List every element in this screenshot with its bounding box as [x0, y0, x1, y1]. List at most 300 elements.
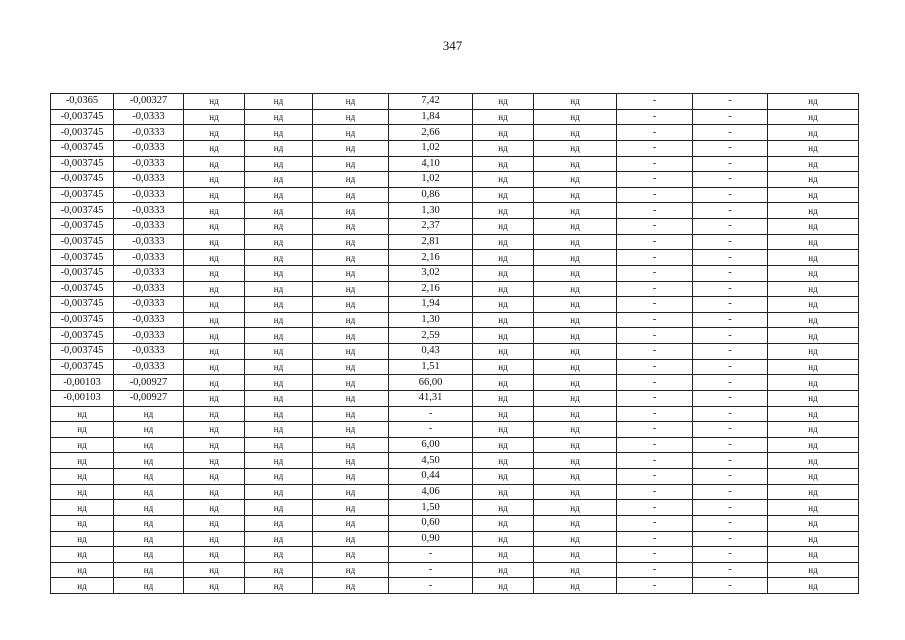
table-cell: -	[693, 547, 768, 563]
table-cell: -0,003745	[51, 297, 114, 313]
table-cell: нд	[768, 578, 859, 594]
table-cell: нд	[473, 265, 534, 281]
table-cell: -0,0333	[114, 265, 184, 281]
table-cell: -0,00103	[51, 390, 114, 406]
table-cell: нд	[768, 453, 859, 469]
table-row	[51, 375, 859, 391]
table-cell: -	[617, 344, 693, 360]
table-cell: нд	[184, 500, 245, 516]
table-cell: нд	[245, 547, 313, 563]
table-cell: -	[693, 203, 768, 219]
table-cell: нд	[245, 515, 313, 531]
table-cell: нд	[768, 500, 859, 516]
table-cell: нд	[473, 219, 534, 235]
table-cell: нд	[534, 250, 617, 266]
table-cell: 0,90	[389, 531, 473, 547]
table-cell: -0,0333	[114, 172, 184, 188]
table-cell: нд	[245, 328, 313, 344]
table-cell: нд	[313, 344, 389, 360]
table-cell: нд	[313, 125, 389, 141]
table-row	[51, 328, 859, 344]
table-cell: нд	[534, 578, 617, 594]
table-cell: -0,003745	[51, 140, 114, 156]
table-cell: -	[617, 500, 693, 516]
table-cell: нд	[313, 578, 389, 594]
table-cell: -0,0333	[114, 203, 184, 219]
table-cell: нд	[114, 469, 184, 485]
table-cell: -0,003745	[51, 328, 114, 344]
table-cell: нд	[114, 515, 184, 531]
table-cell: нд	[313, 422, 389, 438]
table-cell: нд	[768, 281, 859, 297]
table-cell: нд	[473, 109, 534, 125]
table-cell: нд	[184, 578, 245, 594]
table-cell: нд	[534, 94, 617, 110]
table-cell: -	[617, 484, 693, 500]
table-cell: -	[617, 156, 693, 172]
table-cell: нд	[245, 375, 313, 391]
table-cell: нд	[534, 140, 617, 156]
table-cell: -0,0333	[114, 297, 184, 313]
table-cell: нд	[184, 187, 245, 203]
table-cell: нд	[534, 406, 617, 422]
table-cell: -0,0333	[114, 140, 184, 156]
table-cell: нд	[768, 250, 859, 266]
table-cell: 1,02	[389, 140, 473, 156]
table-cell: нд	[245, 265, 313, 281]
table-cell: нд	[313, 187, 389, 203]
table-cell: -0,00927	[114, 375, 184, 391]
table-cell: нд	[768, 469, 859, 485]
table-cell: нд	[184, 375, 245, 391]
table-cell: -	[617, 515, 693, 531]
table-cell: -	[693, 109, 768, 125]
table-cell: нд	[184, 156, 245, 172]
table-cell: -	[617, 109, 693, 125]
table-cell: -	[617, 422, 693, 438]
table-cell: -	[693, 484, 768, 500]
table-cell: нд	[184, 281, 245, 297]
table-cell: нд	[184, 265, 245, 281]
table-cell: нд	[184, 297, 245, 313]
table-cell: -0,003745	[51, 172, 114, 188]
table-cell: нд	[768, 172, 859, 188]
table-cell: нд	[184, 94, 245, 110]
table-cell: нд	[473, 453, 534, 469]
table-cell: нд	[184, 469, 245, 485]
table-cell: 1,84	[389, 109, 473, 125]
table-cell: нд	[245, 156, 313, 172]
table-cell: нд	[184, 140, 245, 156]
table-cell: -0,0333	[114, 359, 184, 375]
table-cell: 6,00	[389, 437, 473, 453]
table-cell: нд	[313, 109, 389, 125]
table-cell: нд	[313, 562, 389, 578]
table-cell: -	[693, 140, 768, 156]
table-cell: нд	[245, 453, 313, 469]
table-cell: -	[617, 375, 693, 391]
table-cell: нд	[473, 94, 534, 110]
table-cell: нд	[768, 344, 859, 360]
table-cell: нд	[245, 172, 313, 188]
table-cell: нд	[245, 250, 313, 266]
table-cell: нд	[184, 390, 245, 406]
table-cell: нд	[184, 219, 245, 235]
table-cell: нд	[473, 203, 534, 219]
table-cell: -	[693, 250, 768, 266]
table-cell: нд	[534, 375, 617, 391]
table-cell: 4,50	[389, 453, 473, 469]
table-row	[51, 109, 859, 125]
table-cell: нд	[768, 125, 859, 141]
table-cell: нд	[534, 203, 617, 219]
table-cell: -	[693, 312, 768, 328]
table-cell: -	[693, 219, 768, 235]
table-cell: нд	[184, 234, 245, 250]
table-cell: нд	[313, 500, 389, 516]
table-cell: нд	[313, 156, 389, 172]
table-cell: нд	[768, 265, 859, 281]
table-cell: нд	[51, 578, 114, 594]
table-cell: нд	[534, 453, 617, 469]
table-cell: 0,86	[389, 187, 473, 203]
table-cell: нд	[768, 390, 859, 406]
table-cell: нд	[184, 344, 245, 360]
table-cell: -0,0333	[114, 328, 184, 344]
table-cell: нд	[114, 531, 184, 547]
table-cell: нд	[473, 312, 534, 328]
table-cell: нд	[51, 453, 114, 469]
table-cell: нд	[245, 312, 313, 328]
table-cell: 2,81	[389, 234, 473, 250]
table-cell: -0,0333	[114, 156, 184, 172]
table-cell: нд	[245, 187, 313, 203]
table-cell: -0,0333	[114, 281, 184, 297]
table-row	[51, 125, 859, 141]
table-cell: -	[693, 281, 768, 297]
table-cell: -	[693, 562, 768, 578]
table-cell: 2,16	[389, 281, 473, 297]
table-cell: -0,00103	[51, 375, 114, 391]
table-cell: -	[693, 453, 768, 469]
table-cell: нд	[534, 562, 617, 578]
table-row	[51, 437, 859, 453]
table-cell: 0,44	[389, 469, 473, 485]
table-cell: нд	[114, 437, 184, 453]
table-cell: нд	[473, 281, 534, 297]
table-cell: нд	[768, 94, 859, 110]
table-cell: нд	[313, 94, 389, 110]
table-cell: нд	[245, 406, 313, 422]
table-cell: нд	[184, 406, 245, 422]
table-row	[51, 484, 859, 500]
table-cell: -0,003745	[51, 187, 114, 203]
table-cell: нд	[768, 234, 859, 250]
table-cell: -	[617, 437, 693, 453]
table-cell: нд	[534, 172, 617, 188]
table-cell: -	[693, 437, 768, 453]
table-row	[51, 265, 859, 281]
table-cell: нд	[768, 109, 859, 125]
table-cell: -0,003745	[51, 344, 114, 360]
table-cell: -	[617, 578, 693, 594]
table-cell: нд	[245, 531, 313, 547]
table-cell: нд	[534, 265, 617, 281]
table-cell: нд	[313, 140, 389, 156]
table-cell: нд	[114, 578, 184, 594]
table-row	[51, 406, 859, 422]
table-cell: -	[617, 297, 693, 313]
table-cell: нд	[473, 500, 534, 516]
table-row	[51, 500, 859, 516]
table-cell: -	[389, 562, 473, 578]
table-cell: -	[693, 156, 768, 172]
table-cell: нд	[313, 265, 389, 281]
table-cell: 1,30	[389, 312, 473, 328]
table-cell: 1,94	[389, 297, 473, 313]
table-cell: -	[617, 250, 693, 266]
table-cell: нд	[313, 515, 389, 531]
table-cell: нд	[313, 484, 389, 500]
table-cell: нд	[768, 422, 859, 438]
table-cell: 2,59	[389, 328, 473, 344]
table-cell: нд	[313, 359, 389, 375]
table-cell: нд	[534, 390, 617, 406]
table-cell: нд	[473, 515, 534, 531]
table-cell: нд	[313, 390, 389, 406]
table-cell: нд	[184, 359, 245, 375]
table-row	[51, 203, 859, 219]
table-cell: нд	[768, 515, 859, 531]
table-cell: 1,51	[389, 359, 473, 375]
table-cell: нд	[184, 531, 245, 547]
table-row	[51, 359, 859, 375]
table-cell: -0,003745	[51, 250, 114, 266]
table-cell: нд	[51, 531, 114, 547]
table-cell: нд	[768, 437, 859, 453]
table-cell: нд	[184, 125, 245, 141]
table-row	[51, 234, 859, 250]
table-cell: нд	[184, 109, 245, 125]
table-cell: 3,02	[389, 265, 473, 281]
table-cell: нд	[184, 515, 245, 531]
table-cell: -	[617, 312, 693, 328]
table-cell: нд	[768, 140, 859, 156]
table-cell: -	[693, 515, 768, 531]
table-cell: нд	[51, 437, 114, 453]
table-row	[51, 547, 859, 563]
table-row	[51, 250, 859, 266]
table-cell: -0,0333	[114, 125, 184, 141]
table-cell: -	[617, 469, 693, 485]
table-cell: -0,0333	[114, 312, 184, 328]
table-cell: -0,0365	[51, 94, 114, 110]
table-cell: -0,003745	[51, 219, 114, 235]
table-cell: -0,0333	[114, 109, 184, 125]
table-cell: -0,003745	[51, 312, 114, 328]
table-cell: -	[693, 328, 768, 344]
table-cell: нд	[473, 406, 534, 422]
table-cell: нд	[184, 562, 245, 578]
table-cell: нд	[473, 578, 534, 594]
table-cell: нд	[245, 437, 313, 453]
table-body	[51, 94, 859, 594]
table-cell: 0,43	[389, 344, 473, 360]
table-cell: нд	[313, 172, 389, 188]
table-cell: нд	[473, 172, 534, 188]
table-cell: -	[389, 547, 473, 563]
table-cell: -	[693, 375, 768, 391]
table-cell: -	[693, 359, 768, 375]
table-cell: -	[693, 422, 768, 438]
table-cell: нд	[534, 344, 617, 360]
page-number: 347	[442, 38, 463, 53]
table-cell: нд	[473, 390, 534, 406]
table-cell: нд	[473, 250, 534, 266]
table-row	[51, 172, 859, 188]
table-cell: -	[693, 469, 768, 485]
table-cell: нд	[51, 515, 114, 531]
table-cell: нд	[534, 328, 617, 344]
table-cell: -	[617, 281, 693, 297]
table-cell: -	[617, 562, 693, 578]
table-cell: нд	[245, 500, 313, 516]
table-cell: нд	[313, 297, 389, 313]
table-cell: 0,60	[389, 515, 473, 531]
table-cell: нд	[473, 187, 534, 203]
table-cell: нд	[245, 203, 313, 219]
table-cell: нд	[114, 453, 184, 469]
table-cell: нд	[534, 500, 617, 516]
table-cell: -	[693, 172, 768, 188]
table-cell: нд	[768, 562, 859, 578]
table-cell: нд	[534, 156, 617, 172]
table-row	[51, 531, 859, 547]
table-cell: нд	[184, 172, 245, 188]
table-cell: нд	[534, 531, 617, 547]
table-cell: нд	[51, 422, 114, 438]
table-cell: -	[693, 94, 768, 110]
table-cell: нд	[473, 125, 534, 141]
table-row	[51, 187, 859, 203]
table-cell: нд	[114, 562, 184, 578]
table-cell: нд	[114, 500, 184, 516]
table-cell: -	[389, 578, 473, 594]
table-cell: нд	[534, 281, 617, 297]
table-cell: -	[693, 500, 768, 516]
table-cell: -	[693, 344, 768, 360]
table-cell: нд	[245, 94, 313, 110]
table-cell: нд	[473, 234, 534, 250]
table-cell: нд	[245, 469, 313, 485]
table-cell: -0,003745	[51, 281, 114, 297]
table-cell: -	[693, 187, 768, 203]
table-row	[51, 140, 859, 156]
table-cell: нд	[768, 484, 859, 500]
table-cell: нд	[245, 125, 313, 141]
table-cell: нд	[473, 437, 534, 453]
table-cell: нд	[184, 422, 245, 438]
table-cell: нд	[534, 125, 617, 141]
table-row	[51, 562, 859, 578]
table-cell: нд	[184, 484, 245, 500]
table-cell: нд	[534, 359, 617, 375]
table-cell: нд	[245, 390, 313, 406]
table-cell: нд	[768, 203, 859, 219]
table-cell: -0,003745	[51, 359, 114, 375]
table-cell: нд	[473, 359, 534, 375]
table-cell: -0,0333	[114, 219, 184, 235]
table-cell: нд	[534, 312, 617, 328]
table-cell: нд	[473, 469, 534, 485]
table-cell: нд	[245, 140, 313, 156]
table-cell: -	[693, 406, 768, 422]
table-cell: 2,37	[389, 219, 473, 235]
table-cell: 1,30	[389, 203, 473, 219]
table-cell: нд	[245, 219, 313, 235]
table-cell: -0,003745	[51, 234, 114, 250]
table-cell: -0,00927	[114, 390, 184, 406]
table-cell: нд	[313, 375, 389, 391]
table-cell: нд	[184, 250, 245, 266]
table-row	[51, 219, 859, 235]
table-cell: нд	[313, 531, 389, 547]
table-cell: нд	[534, 484, 617, 500]
table-cell: нд	[534, 109, 617, 125]
table-cell: нд	[473, 375, 534, 391]
table-cell: нд	[768, 312, 859, 328]
table-cell: -	[617, 219, 693, 235]
table-cell: -	[693, 390, 768, 406]
table-cell: 4,06	[389, 484, 473, 500]
table-cell: нд	[313, 437, 389, 453]
table-cell: -0,0333	[114, 344, 184, 360]
table-cell: -	[617, 547, 693, 563]
table-cell: -	[617, 234, 693, 250]
table-cell: нд	[245, 109, 313, 125]
table-cell: нд	[768, 547, 859, 563]
table-cell: -	[617, 125, 693, 141]
table-cell: нд	[313, 312, 389, 328]
table-cell: 4,10	[389, 156, 473, 172]
table-cell: нд	[473, 531, 534, 547]
table-cell: -	[389, 406, 473, 422]
table-cell: нд	[245, 281, 313, 297]
table-cell: -	[617, 172, 693, 188]
table-cell: 1,02	[389, 172, 473, 188]
table-cell: нд	[313, 547, 389, 563]
table-cell: нд	[245, 578, 313, 594]
table-cell: -0,003745	[51, 265, 114, 281]
table-row	[51, 156, 859, 172]
table-cell: -	[693, 578, 768, 594]
table-cell: -0,003745	[51, 203, 114, 219]
table-cell: нд	[245, 562, 313, 578]
table-cell: нд	[184, 203, 245, 219]
table-cell: -	[389, 422, 473, 438]
table-row	[51, 422, 859, 438]
table-cell: нд	[51, 500, 114, 516]
table-cell: нд	[114, 484, 184, 500]
table-cell: нд	[473, 297, 534, 313]
table-cell: нд	[768, 359, 859, 375]
table-cell: нд	[51, 484, 114, 500]
table-cell: нд	[473, 328, 534, 344]
table-cell: -0,0333	[114, 234, 184, 250]
table-cell: нд	[534, 219, 617, 235]
table-cell: нд	[768, 187, 859, 203]
table-cell: нд	[245, 359, 313, 375]
